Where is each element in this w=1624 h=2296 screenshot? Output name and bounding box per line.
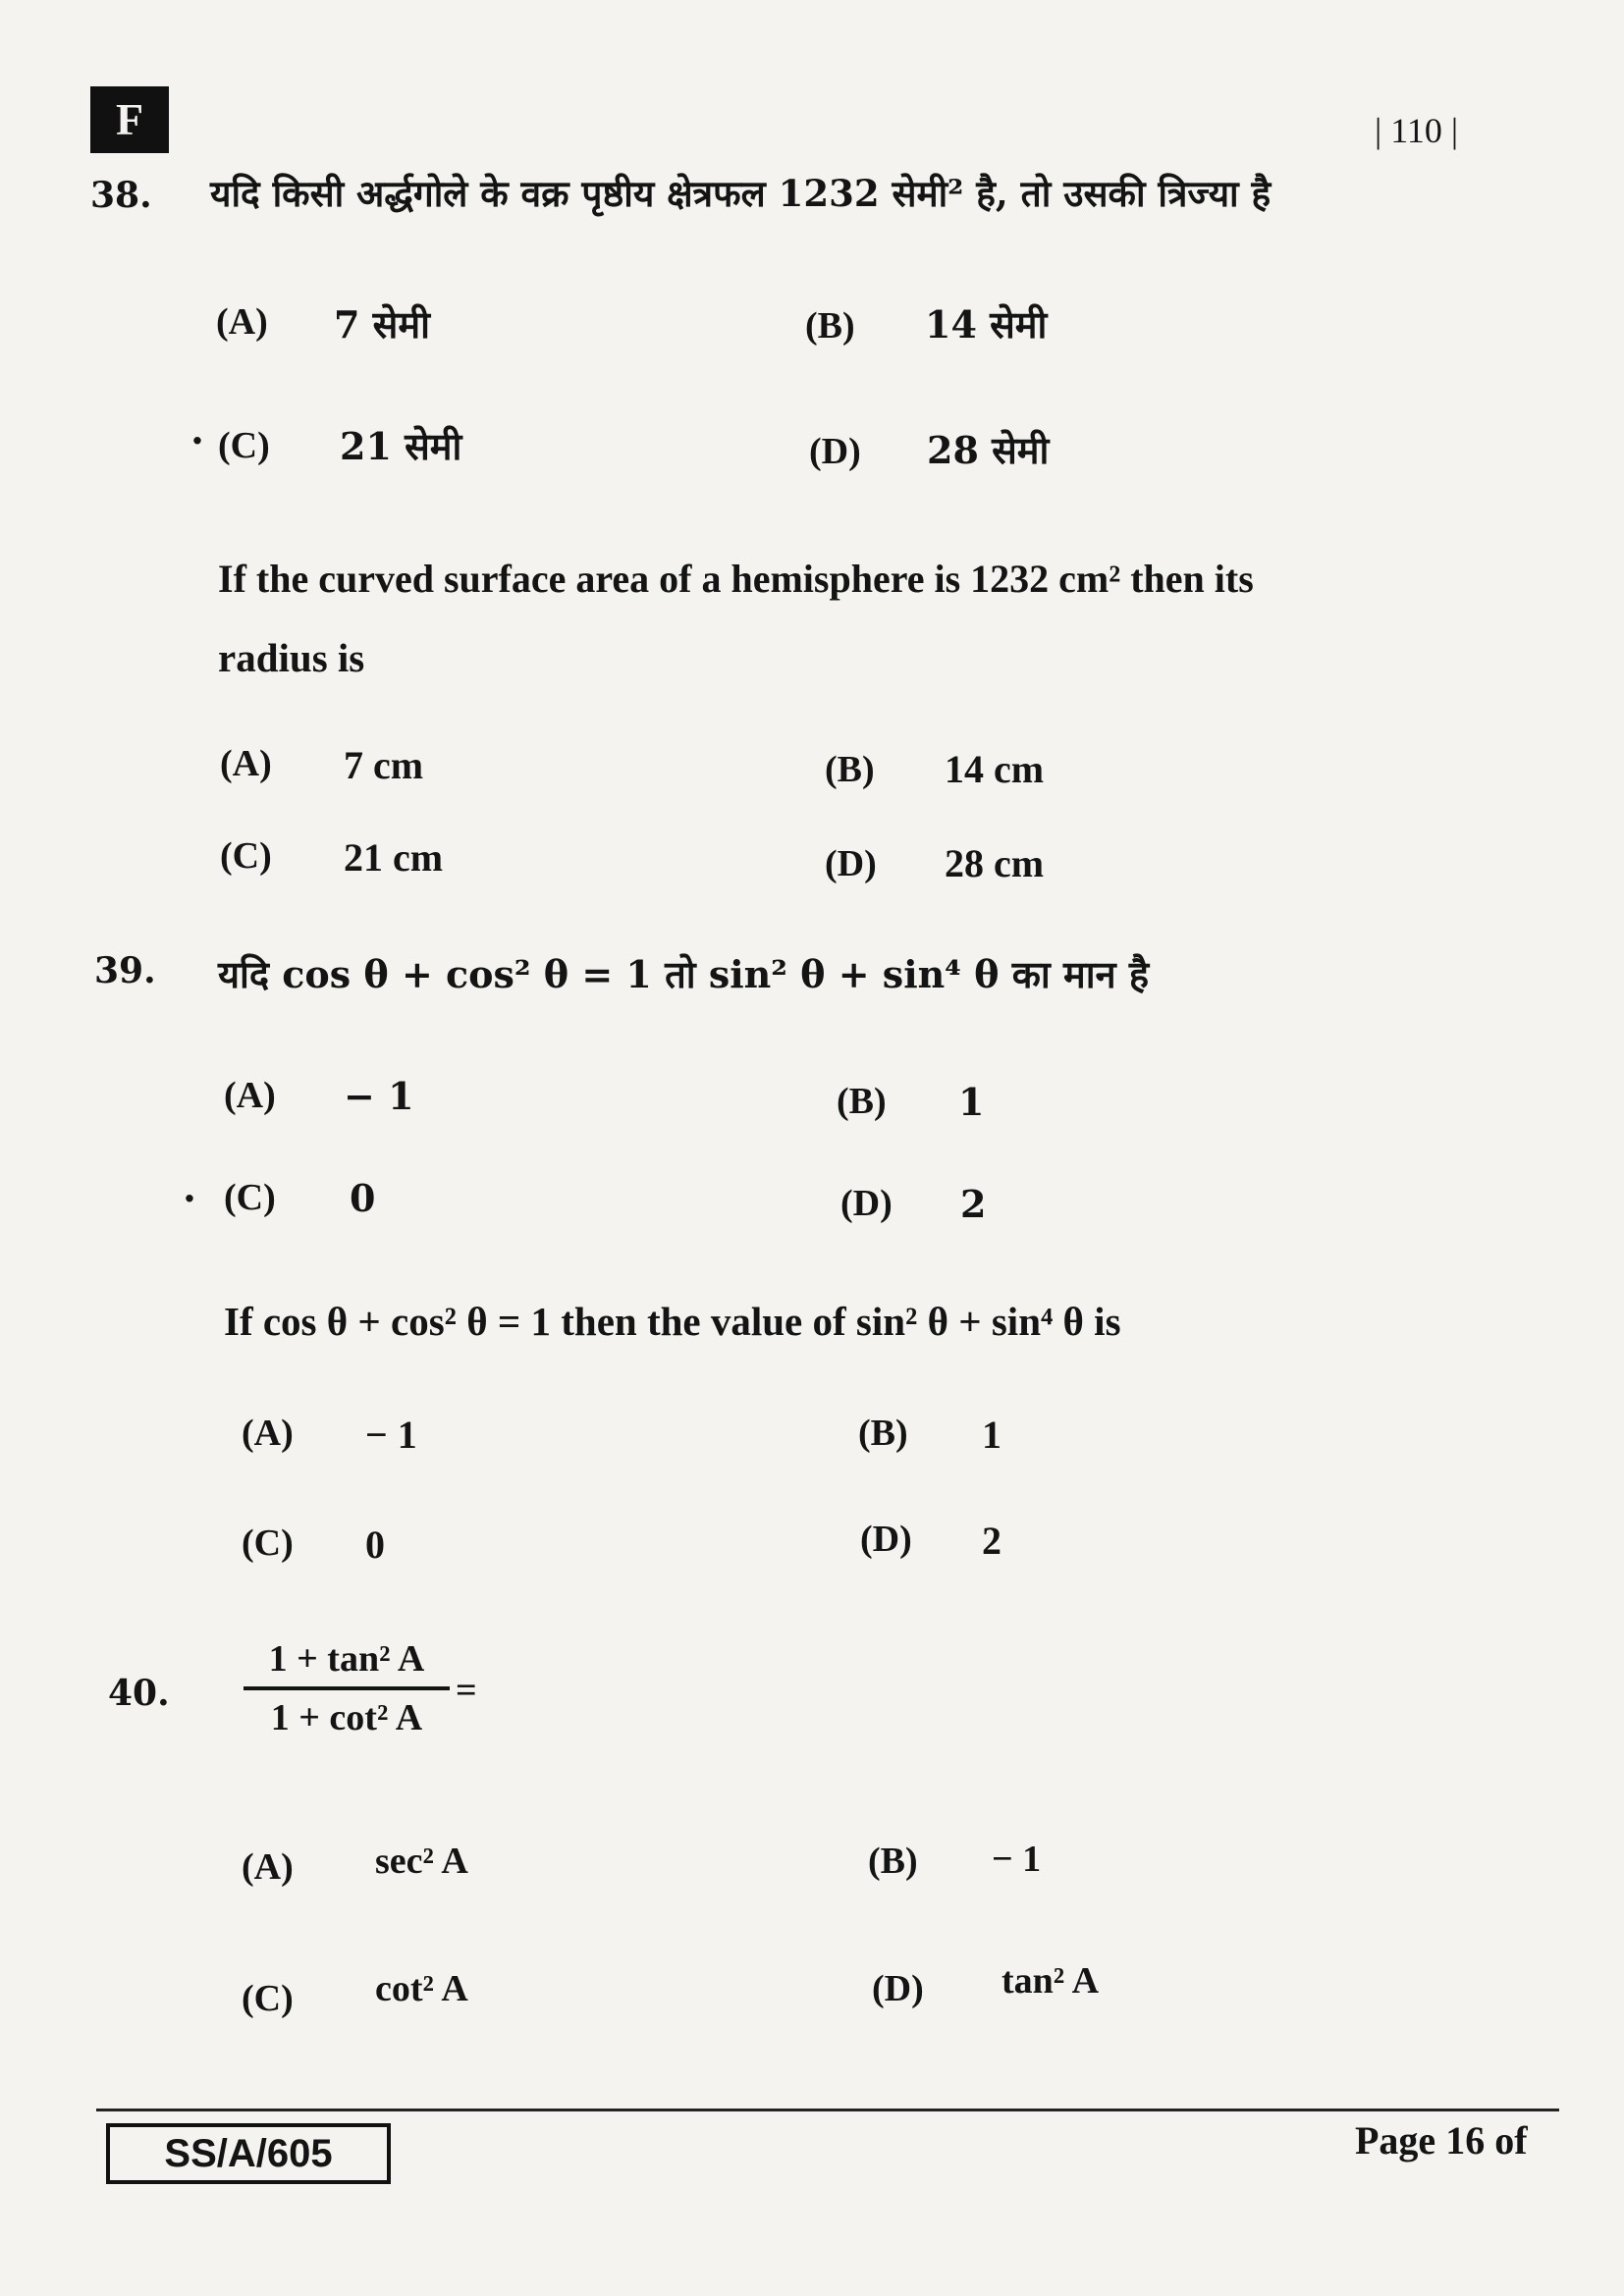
- question-38-number: 38.: [90, 175, 152, 216]
- q39-english-option-c-value: 0: [365, 1522, 385, 1567]
- fraction-bar: [244, 1686, 450, 1690]
- q40-option-a-value: sec² A: [375, 1841, 468, 1882]
- question-39-number: 39.: [94, 950, 156, 991]
- q38-english-option-d-letter: (D): [825, 843, 877, 884]
- q40-option-c-letter: (C): [242, 1978, 294, 2019]
- q39-english-option-a-letter: (A): [242, 1413, 294, 1454]
- q39-hindi-option-b-value: 1: [958, 1080, 985, 1124]
- q38-hindi-option-b-value: 14 सेमी: [925, 302, 1048, 347]
- q38-english-option-c-letter: (C): [220, 835, 272, 877]
- q39-english-option-d-letter: (D): [860, 1519, 912, 1560]
- question-40-fraction: [244, 1637, 450, 1739]
- q38-hindi-option-b-letter: (B): [805, 305, 855, 347]
- q39-english-option-a-value: − 1: [365, 1413, 417, 1457]
- question-39-hindi-text: यदि cos θ + cos² θ = 1 तो sin² θ + sin⁴ θ का मान है: [218, 952, 1150, 996]
- q38-english-option-d-value: 28 cm: [945, 841, 1045, 885]
- question-38-english-text-line2: radius is: [218, 635, 365, 680]
- q40-option-a-letter: (A): [242, 1846, 294, 1888]
- q39-english-option-d-value: 2: [982, 1519, 1001, 1563]
- set-label-badge: F: [90, 86, 169, 153]
- q39-hindi-option-a-letter: (A): [224, 1075, 276, 1116]
- q38-english-option-a-letter: (A): [220, 743, 272, 784]
- page-number: Page 16 of: [1355, 2118, 1528, 2163]
- q38-hindi-option-d-letter: (D): [809, 431, 861, 472]
- q38-english-option-b-value: 14 cm: [945, 747, 1045, 791]
- question-39-english-text: If cos θ + cos² θ = 1 then the value of sin² θ + sin⁴ θ is: [224, 1299, 1121, 1344]
- q39-english-option-b-letter: (B): [858, 1413, 908, 1454]
- q38-english-option-b-letter: (B): [825, 749, 875, 790]
- q39-hindi-option-b-letter: (B): [837, 1081, 887, 1122]
- q38-english-option-a-value: 7 cm: [344, 743, 424, 787]
- q38-hindi-option-d-value: 28 सेमी: [927, 428, 1050, 472]
- paper-code-box: SS/A/605: [106, 2123, 391, 2184]
- q38-hindi-option-a-letter: (A): [216, 301, 268, 343]
- fraction-denominator: 1 + cot² A: [270, 1697, 423, 1738]
- q39-hindi-option-c-letter: (C): [224, 1177, 276, 1218]
- q40-option-b-letter: (B): [868, 1841, 918, 1882]
- question-38-english-text-line1: If the curved surface area of a hemisphere is 1232 cm² then its: [218, 557, 1254, 601]
- corner-mark: | 110 |: [1375, 111, 1459, 150]
- question-38-hindi-text: यदि किसी अर्द्धगोले के वक्र पृष्ठीय क्षेत्रफल 1232 सेमी² है, तो उसकी त्रिज्या है: [210, 172, 1272, 215]
- fraction-numerator: 1 + tan² A: [268, 1638, 425, 1680]
- q40-option-d-value: tan² A: [1001, 1960, 1100, 2002]
- q40-option-d-letter: (D): [872, 1968, 924, 2009]
- footer-rule: [96, 2109, 1559, 2111]
- q40-option-c-value: cot² A: [375, 1968, 468, 2009]
- q39-hindi-option-c-value: 0: [350, 1176, 376, 1220]
- q38-hindi-option-c-value: 21 सेमी: [340, 424, 462, 468]
- question-40-number: 40.: [108, 1673, 170, 1714]
- answer-mark-dot: ·: [190, 418, 204, 464]
- q39-hindi-option-a-value: − 1: [344, 1074, 414, 1118]
- q39-hindi-option-d-letter: (D): [840, 1183, 893, 1224]
- q39-english-option-c-letter: (C): [242, 1522, 294, 1564]
- q39-hindi-option-d-value: 2: [960, 1182, 987, 1226]
- equals-sign: =: [456, 1670, 477, 1711]
- q38-english-option-c-value: 21 cm: [344, 835, 444, 880]
- q39-english-option-b-value: 1: [982, 1413, 1001, 1457]
- q38-hindi-option-a-value: 7 सेमी: [334, 302, 430, 347]
- q38-hindi-option-c-letter: (C): [218, 425, 270, 466]
- answer-mark-dot: ·: [183, 1176, 196, 1222]
- q40-option-b-value: − 1: [992, 1839, 1042, 1880]
